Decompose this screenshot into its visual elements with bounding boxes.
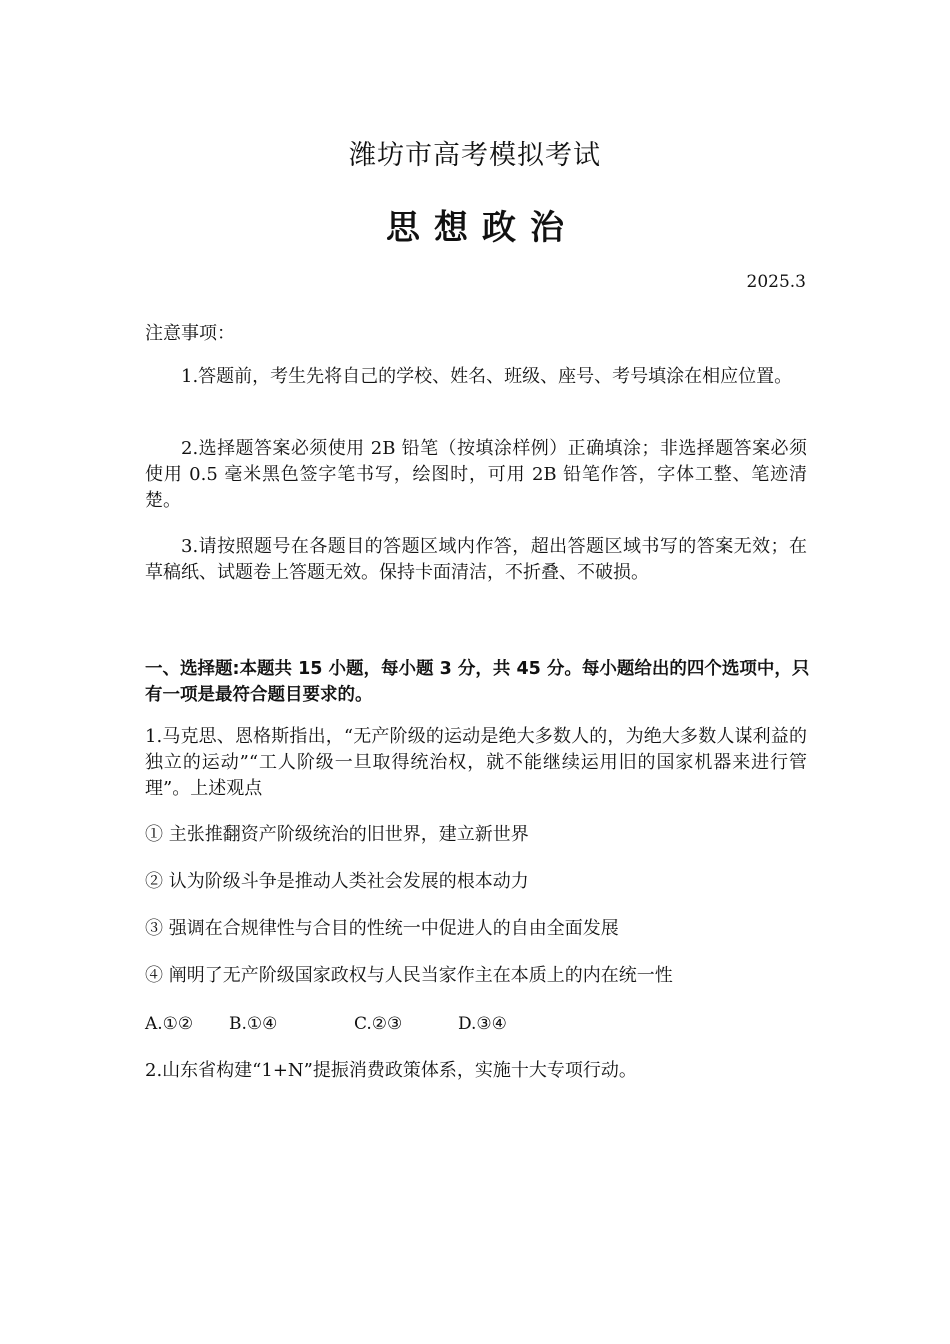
question-2-stem: 2.山东省构建“1+N”提振消费政策体系，实施十大专项行动。 <box>145 1060 637 1081</box>
question-1-option-2: ② 认为阶级斗争是推动人类社会发展的根本动力 <box>145 871 529 892</box>
question-1-option-4: ④ 阐明了无产阶级国家政权与人民当家作主在本质上的内在统一性 <box>145 965 673 986</box>
question-1-option-1: ① 主张推翻资产阶级统治的旧世界，建立新世界 <box>145 824 529 845</box>
choice-b: B.①④ <box>229 1014 278 1034</box>
question-1-stem: 1.马克思、恩格斯指出，“无产阶级的运动是绝大多数人的，为绝大多数人谋利益的独立的运动”“工人阶级一旦取得统治权，就不能继续运用旧的国家机器来进行管理”。上述观点 <box>145 726 807 799</box>
notice-item-2: 2.选择题答案必须使用 2B 铅笔（按填涂样例）正确填涂；非选择题答案必须使用 0.5 毫米黑色签字笔书写，绘图时，可用 2B 铅笔作答，字体工整、笔迹清楚。 <box>145 438 807 511</box>
notice-heading: 注意事项： <box>145 323 235 344</box>
notice-item-1: 1.答题前，考生先将自己的学校、姓名、班级、座号、考号填涂在相应位置。 <box>181 366 793 387</box>
choice-a: A.①② <box>145 1014 194 1034</box>
question-1-option-3: ③ 强调在合规律性与合目的性统一中促进人的自由全面发展 <box>145 918 619 939</box>
notice-item-3: 3.请按照题号在各题目的答题区域内作答，超出答题区域书写的答案无效；在草稿纸、试题卷上答题无效。保持卡面清洁，不折叠、不破损。 <box>145 536 807 583</box>
section-title: 一、选择题:本题共 15 小题，每小题 3 分，共 45 分。每小题给出的四个选项中，只有一项是最符合题目要求的。 <box>145 659 810 705</box>
choice-c: C.②③ <box>354 1014 403 1034</box>
choice-d: D.③④ <box>458 1014 507 1034</box>
subject-title: 思想政治 <box>386 208 578 248</box>
exam-date: 2025.3 <box>746 272 806 292</box>
exam-title: 潍坊市高考模拟考试 <box>349 140 601 171</box>
